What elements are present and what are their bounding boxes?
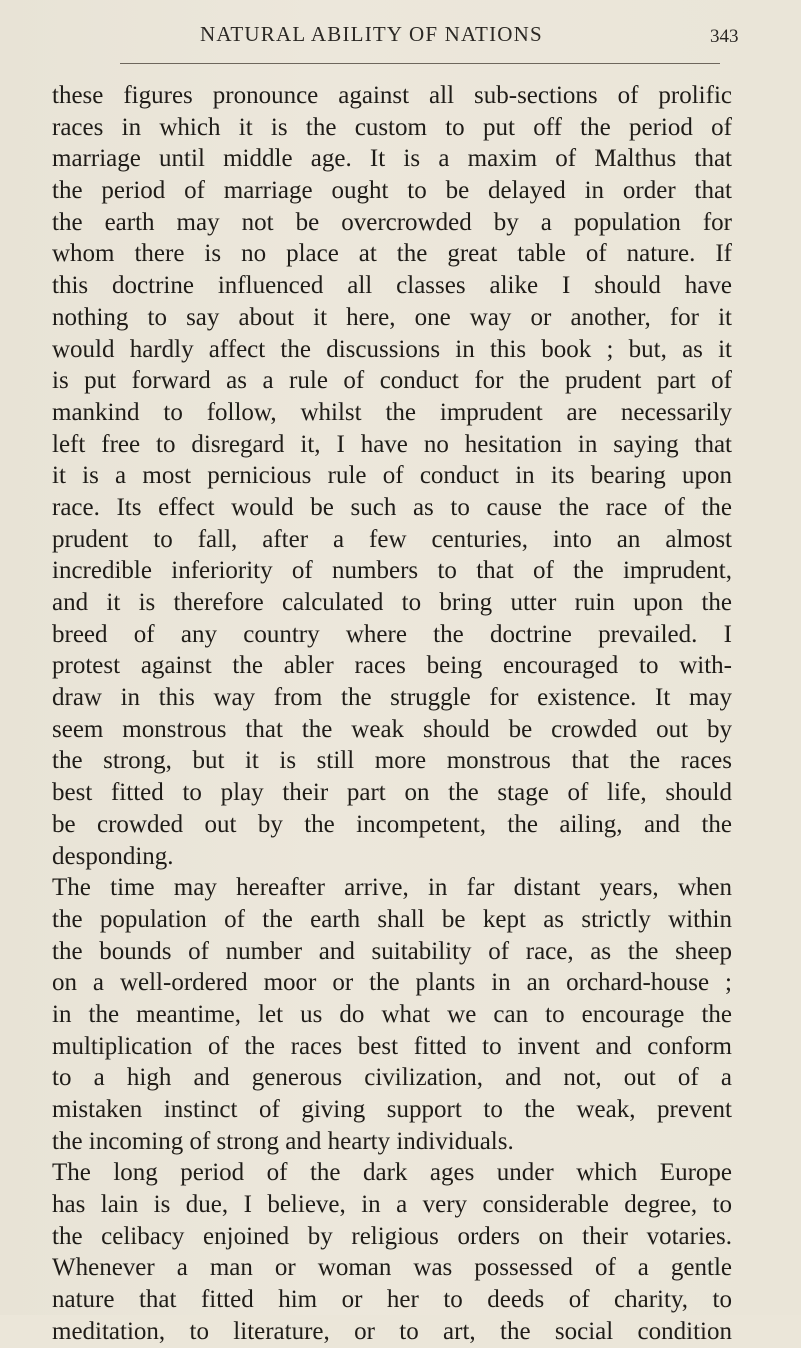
body-text (52, 80, 732, 1348)
text-line: meditation, to literature, or to art, the social condition (52, 1317, 732, 1345)
text-line: the incoming of strong and hearty individuals. (52, 1127, 514, 1155)
text-line: left free to disregard it, I have no hesitation in saying that (52, 430, 732, 458)
text-line: breed of any country where the doctrine prevailed. I (52, 620, 732, 648)
text-line: incredible inferiority of numbers to that of the imprudent, (52, 557, 732, 585)
text-line: nature that fitted him or her to deeds of charity, to (52, 1286, 732, 1314)
text-line: the period of marriage ought to be delayed in order that (52, 177, 732, 205)
text-line: marriage until middle age. It is a maxim of Malthus that (52, 145, 732, 173)
text-line: the celibacy enjoined by religious orders on their votaries. (52, 1222, 732, 1250)
text-line: races in which it is the custom to put off the period of (52, 113, 732, 141)
text-line: the earth may not be overcrowded by a population for (52, 208, 732, 236)
running-title: NATURAL ABILITY OF NATIONS (200, 22, 543, 46)
text-line: in the meantime, let us do what we can to encourage the (52, 1000, 732, 1028)
text-line: mistaken instinct of giving support to the weak, prevent (52, 1096, 732, 1123)
text-line: has lain is due, I believe, in a very considerable degree, to (52, 1191, 732, 1219)
text-line: nothing to say about it here, one way or another, for it (52, 303, 732, 331)
text-line: multiplication of the races best fitted to invent and conform (52, 1032, 732, 1060)
text-line: draw in this way from the struggle for existence. It may (52, 684, 732, 712)
text-line: the population of the earth shall be kept as strictly within (52, 905, 732, 933)
page-number: 343 (710, 26, 739, 47)
text-line: protest against the abler races being encouraged to with- (52, 652, 732, 680)
text-line: race. Its effect would be such as to cause the race of the (52, 493, 732, 521)
text-line: whom there is no place at the great table of nature. If (52, 240, 732, 268)
running-head (0, 14, 801, 54)
text-line: these figures pronounce against all sub-sections of prolific (52, 82, 732, 109)
text-line: the bounds of number and suitability of race, as the sheep (52, 937, 732, 965)
text-line: desponding. (52, 842, 174, 870)
text-line: The long period of the dark ages under which Europe (52, 1159, 732, 1187)
text-line: and it is therefore calculated to bring utter ruin upon the (52, 589, 732, 616)
text-line: seem monstrous that the weak should be crowded out by (52, 715, 732, 743)
text-line: mankind to follow, whilst the imprudent are necessarily (52, 398, 732, 426)
text-line: on a well-ordered moor or the plants in an orchard-house ; (52, 969, 732, 997)
text-line: would hardly affect the discussions in this book ; but, as it (52, 335, 732, 363)
text-line: this doctrine influenced all classes alike I should have (52, 272, 732, 300)
text-line: the strong, but it is still more monstrous that the races (52, 747, 732, 775)
text-line: prudent to fall, after a few centuries, into an almost (52, 525, 732, 553)
text-line: be crowded out by the incompetent, the ailing, and the (52, 810, 732, 838)
text-line: The time may hereafter arrive, in far distant years, when (52, 874, 732, 902)
text-line: it is a most pernicious rule of conduct in its bearing upon (52, 462, 732, 490)
text-line: best fitted to play their part on the stage of life, should (52, 779, 732, 807)
text-line: is put forward as a rule of conduct for the prudent part of (52, 367, 732, 395)
header-rule (120, 63, 720, 64)
text-line: to a high and generous civilization, and not, out of a (52, 1064, 732, 1092)
text-line: Whenever a man or woman was possessed of a gentle (52, 1254, 732, 1282)
